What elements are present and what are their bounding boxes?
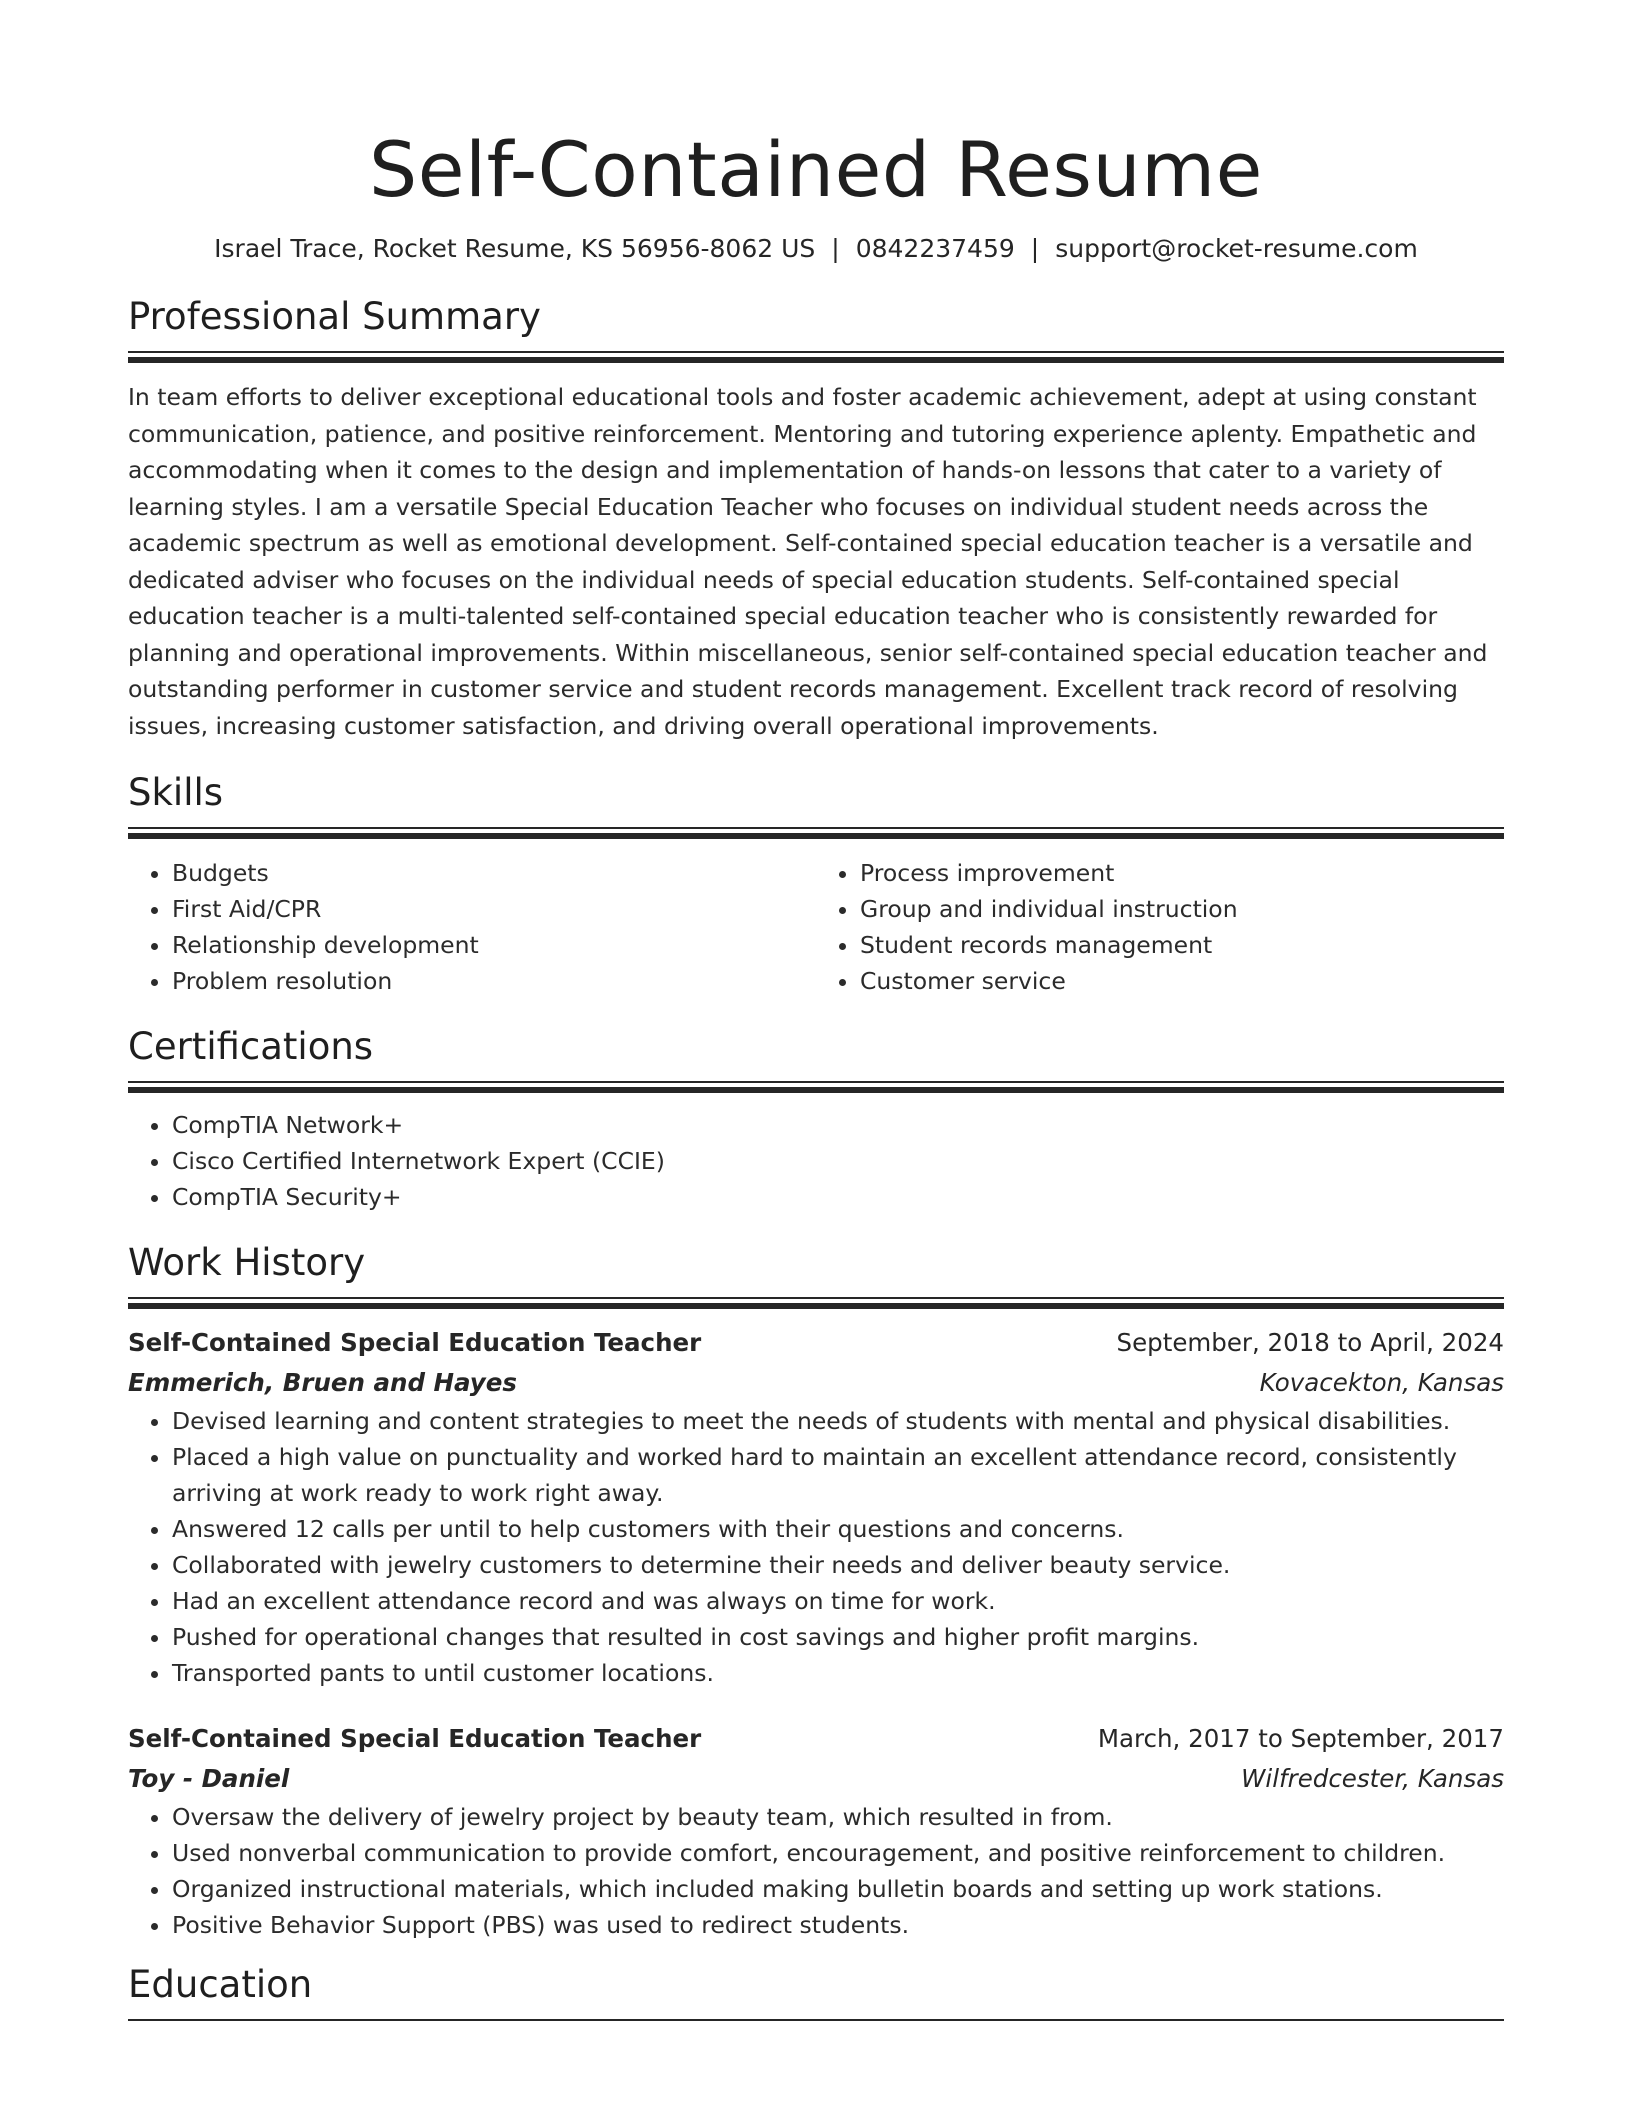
job-duties-list <box>128 1403 1504 1691</box>
skill-item: • Problem resolution <box>172 963 816 999</box>
skill-item: • Group and individual instruction <box>860 891 1504 927</box>
resume-name: Self-Contained Resume <box>369 125 1263 214</box>
job-entry <box>128 1719 1504 1943</box>
section-divider <box>128 2019 1504 2021</box>
skill-item: • Process improvement <box>860 855 1504 891</box>
job-duty-item: • Devised learning and content strategies to meet the needs of students with mental and physical disabilities. <box>172 1403 1504 1439</box>
skills-grid <box>128 855 1504 999</box>
skill-item: • First Aid/CPR <box>172 891 816 927</box>
section-title-skills: Skills <box>128 771 224 814</box>
contact-address: Israel Trace, Rocket Resume, KS 56956-8062 US <box>214 234 816 263</box>
skills-list-left <box>128 855 816 999</box>
job-duty-item: • Positive Behavior Support (PBS) was used to redirect students. <box>172 1907 1504 1943</box>
job-duty-item: • Oversaw the delivery of jewelry project by beauty team, which resulted in from. <box>172 1799 1504 1835</box>
section-title-education: Education <box>128 1963 313 2006</box>
section-divider <box>128 351 1504 363</box>
section-divider <box>128 1081 1504 1093</box>
certification-item: • Cisco Certified Internetwork Expert (CCIE) <box>172 1143 1504 1179</box>
job-subheader <box>128 1759 1504 1799</box>
certifications-section <box>128 1023 1504 1215</box>
contact-separator: | <box>1030 234 1040 263</box>
section-divider <box>128 827 1504 839</box>
work-history-section <box>128 1239 1504 1943</box>
skill-item: • Student records management <box>860 927 1504 963</box>
section-title-work-history: Work History <box>128 1241 366 1284</box>
section-title-certifications: Certifications <box>128 1025 374 1068</box>
skill-item: • Relationship development <box>172 927 816 963</box>
contact-phone: 0842237459 <box>855 234 1015 263</box>
job-company: Toy - Daniel <box>128 1764 290 1793</box>
job-duty-item: • Had an excellent attendance record and was always on time for work. <box>172 1583 1504 1619</box>
job-duty-item: • Answered 12 calls per until to help customers with their questions and concerns. <box>172 1511 1504 1547</box>
job-title: Self-Contained Special Education Teacher <box>128 1328 702 1357</box>
job-title: Self-Contained Special Education Teacher <box>128 1724 702 1753</box>
section-title-summary: Professional Summary <box>128 295 541 338</box>
job-company: Emmerich, Bruen and Hayes <box>128 1368 517 1397</box>
job-duty-item: • Pushed for operational changes that resulted in cost savings and higher profit margins. <box>172 1619 1504 1655</box>
skill-item: • Customer service <box>860 963 1504 999</box>
contact-line <box>128 232 1504 266</box>
job-duty-item: • Used nonverbal communication to provide comfort, encouragement, and positive reinforcement to children. <box>172 1835 1504 1871</box>
job-duty-item: • Transported pants to until customer locations. <box>172 1655 1504 1691</box>
job-entry <box>128 1323 1504 1691</box>
section-divider <box>128 1297 1504 1309</box>
education-section <box>128 1961 1504 2021</box>
job-subheader <box>128 1363 1504 1403</box>
job-duties-list <box>128 1799 1504 1943</box>
summary-section <box>128 293 1504 744</box>
certification-item: • CompTIA Security+ <box>172 1179 1504 1215</box>
contact-separator: | <box>831 234 840 263</box>
job-dates: September, 2018 to April, 2024 <box>1116 1328 1504 1357</box>
skill-item: • Budgets <box>172 855 816 891</box>
job-location: Wilfredcester, Kansas <box>1241 1764 1504 1793</box>
job-header <box>128 1719 1504 1759</box>
contact-email: support@rocket-resume.com <box>1055 234 1418 263</box>
skills-list-right <box>816 855 1504 999</box>
job-dates: March, 2017 to September, 2017 <box>1097 1724 1504 1753</box>
certifications-list <box>128 1107 1504 1215</box>
job-duty-item: • Collaborated with jewelry customers to determine their needs and deliver beauty service. <box>172 1547 1504 1583</box>
job-duty-item: • Organized instructional materials, which included making bulletin boards and setting up work stations. <box>172 1871 1504 1907</box>
certification-item: • CompTIA Network+ <box>172 1107 1504 1143</box>
summary-text: In team efforts to deliver exceptional educational tools and foster academic achievement, adept at using constant communication, patience, and positive reinforcement. Mentoring and tutoring experience aplenty. Empathetic and accommodating when it comes to the design and implementation of hands-on lessons that cater to a variety of learning styles. I am a versatile Special Education Teacher who focuses on individual student needs across the academic spectrum as well as emotional development. Self-contained special education teacher is a versatile and dedicated adviser who focuses on the individual needs of special education students. Self-contained special education teacher is a multi-talented self-contained special education teacher who is consistently rewarded for planning and operational improvements. Within miscellaneous, senior self-contained special education teacher and outstanding performer in customer service and student records management. Excellent track record of resolving issues, increasing customer satisfaction, and driving overall operational improvements. <box>128 383 1488 740</box>
job-header <box>128 1323 1504 1363</box>
job-location: Kovacekton, Kansas <box>1259 1368 1504 1397</box>
job-duty-item: • Placed a high value on punctuality and worked hard to maintain an excellent attendance record, consistently arriving at work ready to work right away. <box>172 1439 1504 1511</box>
skills-section <box>128 769 1504 999</box>
